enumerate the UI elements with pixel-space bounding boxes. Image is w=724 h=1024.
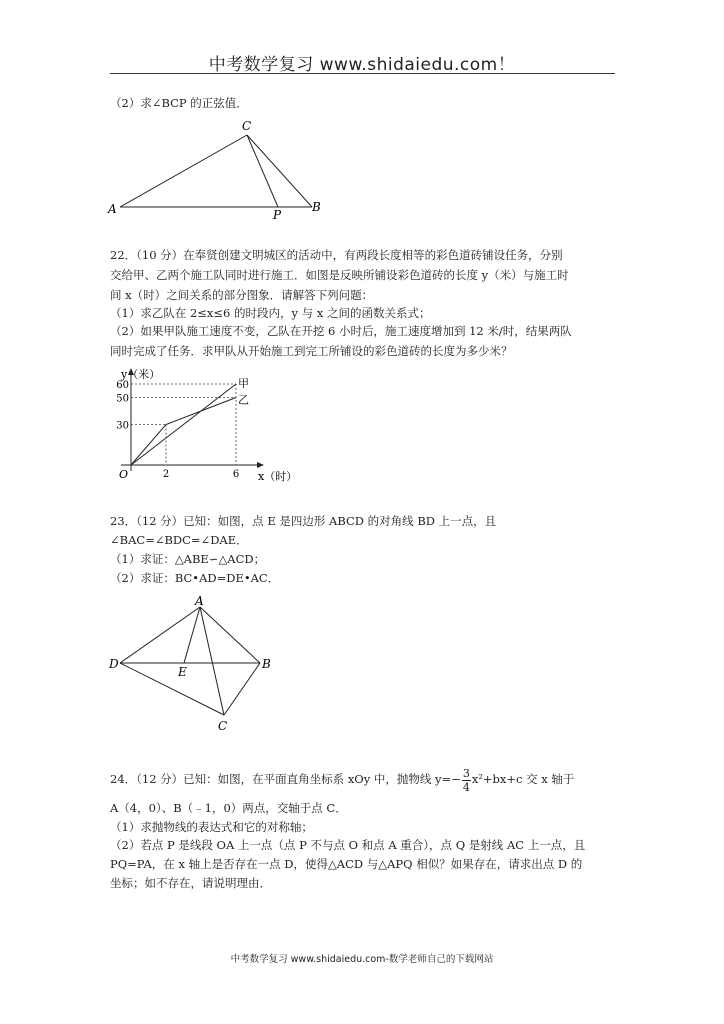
q22-line-6: 同时完成了任务．求甲队从开始施工到完工所铺设的彩色道砖的长度为多少米？ (110, 344, 513, 358)
x-tick-6: 6 (232, 469, 240, 480)
point-label-p: P (273, 208, 282, 222)
q22-line-5: （2）如果甲队施工速度不变，乙队在开挖 6 小时后，施工速度增加到 12 米/时，结果两队 (110, 324, 572, 338)
q22-line-1: 22．（10 分）在奉贤创建文明城区的活动中，有两段长度相等的彩色道砖铺设任务，分别 (110, 248, 563, 262)
q24-line-1 (110, 766, 574, 794)
q22-line-2: 交给甲、乙两个施工队同时进行施工．如图是反映所铺设彩色道砖的长度 y（米）与施工时 (110, 268, 569, 282)
q23-line-1: 23．（12 分）已知：如图，点 E 是四边形 ABCD 的对角线 BD 上一点，且 (110, 514, 497, 528)
page-footer: 中考数学复习 www.shidaiedu.com-数学老师自己的下载网站 (230, 954, 494, 965)
segment-da (120, 607, 200, 663)
q22-line-4: （1）求乙队在 2≤x≤6 的时段内，y 与 x 之间的函数关系式； (110, 306, 431, 320)
x-axis-label: x（时） (258, 470, 298, 483)
segment-cd (120, 663, 224, 715)
point-label-c: C (242, 119, 252, 133)
point-label-a: A (195, 594, 204, 608)
y-tick-50: 50 (116, 393, 129, 405)
q23-quadrilateral-figure (100, 590, 285, 740)
q24-line-3: （1）求抛物线的表达式和它的对称轴； (110, 820, 313, 834)
y-tick-30: 30 (116, 420, 129, 432)
segment-cb (247, 135, 312, 207)
q24-fraction-denominator: 4 (462, 780, 470, 794)
page-header-title: 中考数学复习 www.shidaiedu.com！ (208, 55, 516, 75)
diagonal-ac (200, 607, 224, 715)
segment-ab (200, 607, 260, 663)
x-axis-arrow (257, 462, 264, 468)
segment-ae (184, 607, 200, 663)
segment-bc (224, 663, 260, 715)
q24-line-1-start: 24．（12 分）已知：如图，在平面直角坐标系 xOy 中，抛物线 y=− (110, 772, 461, 786)
q24-line-2: A（4，0）、B（﹣1，0）两点，交轴于点 C． (110, 801, 347, 815)
x-tick-2: 2 (162, 469, 170, 480)
q24-line-1-end: x²+bx+c 交 x 轴于 (471, 772, 575, 786)
series-label-yi: 乙 (238, 393, 249, 407)
q24-line-6: 坐标；如不存在，请说明理由． (110, 876, 271, 890)
q23-line-3: （1）求证：△ABE∽△ACD； (110, 552, 266, 566)
q23-line-4: （2）求证：BC•AD=DE•AC． (110, 571, 280, 585)
point-label-d: D (109, 657, 119, 671)
point-label-e: E (178, 665, 187, 679)
header-divider (110, 73, 615, 74)
q22-line-3: 间 x（时）之间关系的部分图象．请解答下列问题： (110, 288, 374, 302)
q21-part2-text: （2）求∠BCP 的正弦值． (110, 96, 248, 110)
q22-line-chart (105, 365, 305, 487)
q24-line-4: （2）若点 P 是线段 OA 上一点（点 P 不与点 O 和点 A 重合），点 Q 是射线 AC 上一点，且 (110, 838, 586, 852)
q23-line-2: ∠BAC=∠BDC=∠DAE． (110, 533, 248, 547)
origin-label: O (119, 468, 129, 481)
q24-line-5: PQ=PA，在 x 轴上是否存在一点 D，使得△ACD 与△APQ 相似？如果存在，请求出点 D 的 (110, 857, 583, 871)
series-label-jia: 甲 (238, 377, 249, 390)
point-label-b: B (262, 657, 271, 671)
y-tick-60: 60 (116, 380, 129, 391)
point-label-a: A (108, 202, 117, 216)
q21-triangle-figure (100, 115, 340, 225)
q24-fraction (462, 767, 471, 794)
point-label-b: B (312, 200, 321, 214)
q24-fraction-numerator: 3 (462, 766, 470, 780)
point-label-c: C (218, 719, 228, 733)
series-line-yi (131, 398, 236, 466)
segment-ac (120, 135, 247, 207)
segment-cp (247, 135, 278, 207)
series-line-jia (131, 384, 236, 465)
y-axis-label: y（米） (121, 368, 161, 381)
